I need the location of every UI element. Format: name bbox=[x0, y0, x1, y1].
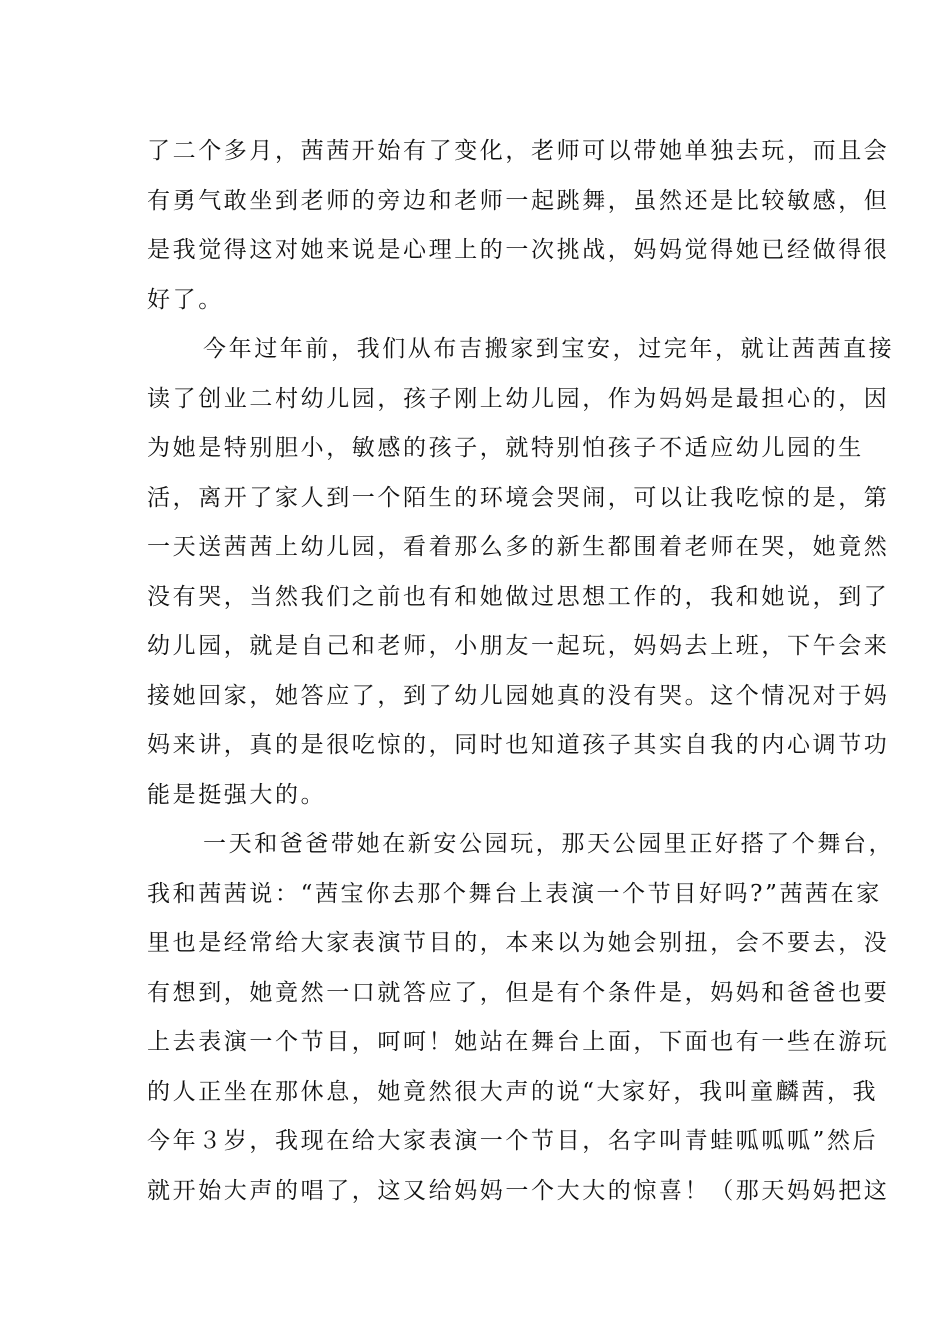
text-line: 我和茜茜说：“茜宝你去那个舞台上表演一个节目好吗?”茜茜在家 bbox=[147, 880, 882, 907]
paragraph-first-line: 一天和爸爸带她在新安公园玩，那天公园里正好搭了个舞台， bbox=[203, 831, 895, 857]
text-line: 能是挺强大的。 bbox=[147, 781, 327, 808]
paragraph-first-line: 今年过年前，我们从布吉搬家到宝安，过完年，就让茜茜直接 bbox=[203, 336, 895, 362]
text-line: 上去表演一个节目，呵呵！她站在舞台上面，下面也有一些在游玩 bbox=[147, 1029, 890, 1055]
text-line: 读了创业二村幼儿园，孩子刚上幼儿园，作为妈妈是最担心的，因 bbox=[147, 385, 890, 412]
text-line: 有勇气敢坐到老师的旁边和老师一起跳舞，虽然还是比较敏感，但 bbox=[147, 187, 890, 214]
text-line: 就开始大声的唱了，这又给妈妈一个大大的惊喜！（那天妈妈把这 bbox=[147, 1177, 890, 1204]
text-line: 有想到，她竟然一口就答应了，但是有个条件是，妈妈和爸爸也要 bbox=[147, 979, 890, 1006]
text-line: 今年３岁，我现在给大家表演一个节目，名字叫青蛙呱呱呱”然后 bbox=[147, 1128, 879, 1154]
text-line: 里也是经常给大家表演节目的，本来以为她会别扭，会不要去，没 bbox=[147, 930, 890, 956]
text-line: 活，离开了家人到一个陌生的环境会哭闹，可以让我吃惊的是，第 bbox=[147, 484, 890, 511]
text-line: 了二个多月，茜茜开始有了变化，老师可以带她单独去玩，而且会 bbox=[147, 138, 890, 164]
text-line: 为她是特别胆小，敏感的孩子，就特别怕孩子不适应幼儿园的生 bbox=[147, 435, 864, 461]
text-line: 接她回家，她答应了，到了幼儿园她真的没有哭。这个情况对于妈 bbox=[147, 682, 890, 709]
text-line: 幼儿园，就是自己和老师，小朋友一起玩，妈妈去上班，下午会来 bbox=[147, 633, 890, 659]
text-line: 是我觉得这对她来说是心理上的一次挑战，妈妈觉得她已经做得很 bbox=[147, 237, 890, 263]
text-line: 妈来讲，真的是很吃惊的，同时也知道孩子其实自我的内心调节功 bbox=[147, 732, 890, 758]
text-line: 一天送茜茜上幼儿园，看着那么多的新生都围着老师在哭，她竟然 bbox=[147, 534, 890, 560]
text-line: 好了。 bbox=[147, 286, 224, 313]
text-line: 的人正坐在那休息，她竟然很大声的说“大家好，我叫童麟茜，我 bbox=[147, 1078, 879, 1105]
body-text bbox=[147, 127, 895, 1216]
text-line: 没有哭，当然我们之前也有和她做过思想工作的，我和她说，到了 bbox=[147, 583, 890, 610]
